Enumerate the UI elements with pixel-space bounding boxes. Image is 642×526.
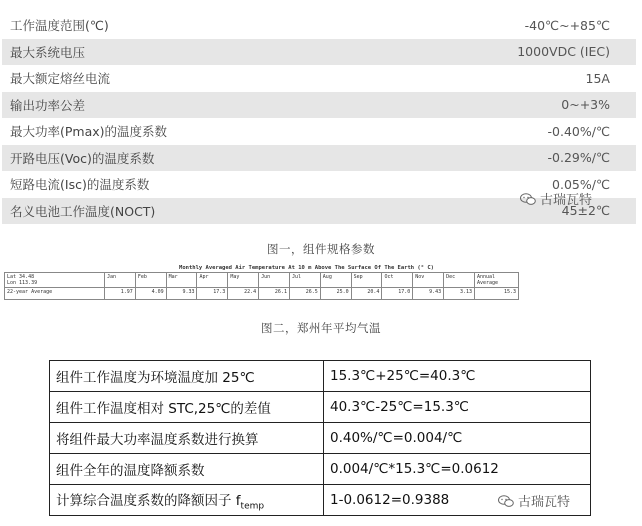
spec-value: -40℃~+85℃ [524, 17, 610, 33]
temperature-table-title: Monthly Averaged Air Temperature At 10 m Above The Surface Of The Earth (° C) [179, 265, 434, 271]
spec-value: 0~+3% [561, 97, 610, 113]
table-row [5, 273, 519, 288]
table-row [50, 392, 591, 423]
spec-label: 工作温度范围(℃) [10, 18, 109, 34]
annual-cell: 15.3 [475, 288, 519, 300]
calc-value: 0.40%/℃=0.004/℃ [324, 423, 591, 454]
month-header: Jun [259, 273, 290, 288]
temp-cell: 3.13 [444, 288, 475, 300]
temp-cell: 20.4 [351, 288, 382, 300]
spec-value: 45±2℃ [561, 203, 610, 219]
spec-row [2, 92, 636, 119]
spec-value: -0.40%/℃ [547, 123, 610, 139]
temp-cell: 4.09 [135, 288, 166, 300]
spec-row [2, 12, 636, 39]
spec-label: 最大功率(Pmax)的温度系数 [10, 124, 168, 140]
temp-cell: 17.0 [382, 288, 413, 300]
month-header: Mar [166, 273, 197, 288]
spec-value: 15A [585, 70, 610, 86]
table-row [5, 288, 519, 300]
wechat-icon [498, 495, 514, 507]
calc-value: 15.3℃+25℃=40.3℃ [324, 361, 591, 392]
spec-value: 1000VDC (IEC) [517, 44, 610, 60]
temp-cell: 22.4 [228, 288, 259, 300]
month-header: Sep [351, 273, 382, 288]
temp-cell: 1.97 [105, 288, 136, 300]
watermark-text: 古瑞瓦特 [518, 495, 571, 510]
calc-value: 0.004/℃*15.3℃=0.0612 [324, 454, 591, 485]
spec-row [2, 145, 636, 172]
month-header: Nov [413, 273, 444, 288]
month-header: Aug [320, 273, 351, 288]
watermark [520, 189, 592, 208]
watermark-text: 古瑞瓦特 [540, 193, 593, 208]
spec-row [2, 65, 636, 92]
latitude: Lat 34.48 [7, 274, 35, 280]
calc-label-text: 计算综合温度系数的降额因子 f [56, 492, 241, 509]
spec-label: 最大额定熔丝电流 [10, 71, 111, 87]
temp-cell: 26.5 [289, 288, 320, 300]
temp-cell: 26.1 [259, 288, 290, 300]
spec-value: 0.05%/℃ [552, 176, 610, 192]
month-header: Oct [382, 273, 413, 288]
calc-label: 组件工作温度为环境温度加 25℃ [50, 361, 324, 392]
calc-value: 40.3℃-25℃=15.3℃ [324, 392, 591, 423]
month-header: Jan [105, 273, 136, 288]
table-row [50, 454, 591, 485]
spec-value: -0.29%/℃ [547, 150, 610, 166]
average-label: Average [477, 280, 499, 286]
month-header: Dec [444, 273, 475, 288]
caption-figure-2: 图二，郑州年平均气温 [261, 321, 381, 335]
spec-label: 输出功率公差 [10, 97, 86, 113]
calc-label-subscript: temp [240, 501, 265, 512]
temperature-table [4, 265, 519, 300]
table-row [50, 361, 591, 392]
watermark [498, 491, 570, 510]
month-header: Apr [197, 273, 228, 288]
temp-cell: 25.0 [320, 288, 351, 300]
location-cell [5, 273, 105, 288]
calc-label [50, 485, 324, 516]
calc-value: 1-0.0612=0.9388 [324, 485, 591, 516]
temp-cell: 9.43 [413, 288, 444, 300]
longitude: Lon 113.39 [7, 280, 38, 286]
caption-figure-1: 图一，组件规格参数 [267, 242, 375, 256]
row-label: 22-year Average [5, 288, 105, 300]
spec-label: 名义电池工作温度(NOCT) [10, 203, 156, 219]
month-header: May [228, 273, 259, 288]
spec-label: 开路电压(Voc)的温度系数 [10, 150, 155, 166]
spec-label: 短路电流(Isc)的温度系数 [10, 177, 150, 193]
month-header: Feb [135, 273, 166, 288]
month-header: Jul [289, 273, 320, 288]
calc-label: 组件工作温度相对 STC,25℃的差值 [50, 392, 324, 423]
calc-label: 将组件最大功率温度系数进行换算 [50, 423, 324, 454]
spec-row [2, 118, 636, 145]
calc-label: 组件全年的温度降额系数 [50, 454, 324, 485]
temp-cell: 17.3 [197, 288, 228, 300]
temp-cell: 9.33 [166, 288, 197, 300]
spec-row [2, 39, 636, 66]
table-row [50, 423, 591, 454]
annual-header [475, 273, 519, 288]
spec-label: 最大系统电压 [10, 44, 86, 60]
annual-label: Annual [477, 274, 496, 280]
wechat-icon [520, 193, 536, 205]
